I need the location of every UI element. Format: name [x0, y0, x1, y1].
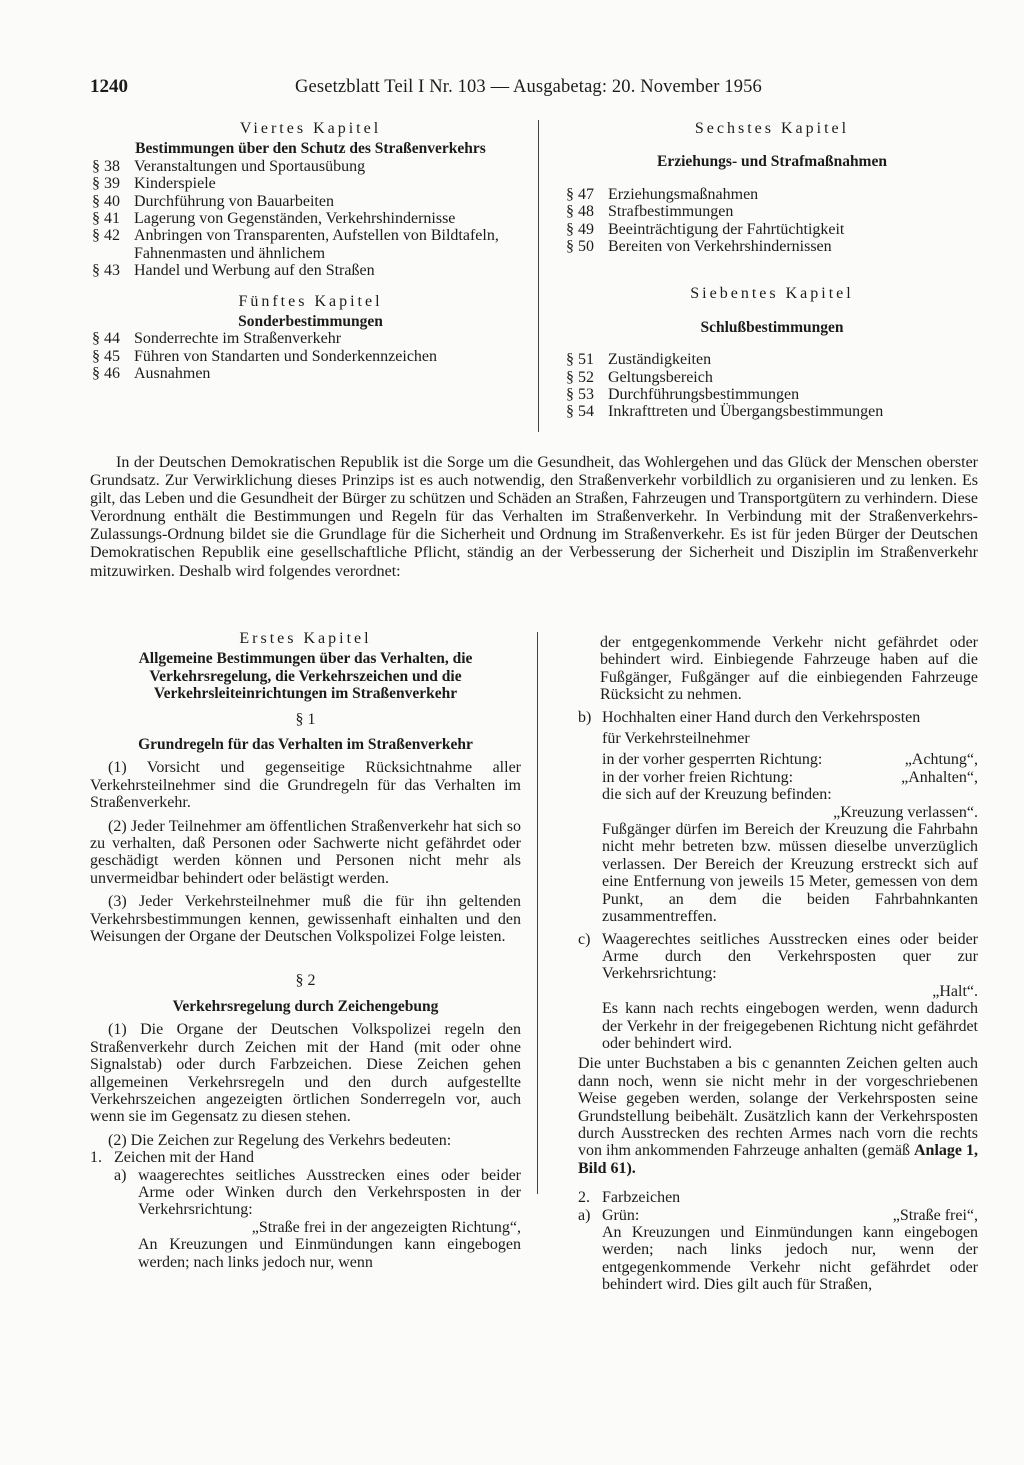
- toc-item: [92, 227, 529, 262]
- toc-item: [566, 186, 978, 203]
- chapter-title: Viertes Kapitel: [239, 120, 382, 137]
- target-group: für Verkehrsteilnehmer: [602, 730, 750, 748]
- signal-meaning: „Halt“.: [932, 982, 978, 1000]
- signal-condition: Grün:: [602, 1206, 640, 1224]
- toc-item: [566, 238, 978, 255]
- signal-meaning: „Straße frei in der angezeigten Richtung“,: [251, 1218, 521, 1236]
- toc-section-title: Veranstaltungen und Sportausübung: [134, 157, 366, 175]
- toc-item: [92, 193, 529, 210]
- signal-row: [602, 1207, 978, 1224]
- section-number: § 1: [295, 710, 316, 728]
- paragraph: der entgegenkommende Verkehr nicht gefährdet oder behindert wird. Einbiegende Fahrzeuge haben auf die Fußgänger, Fußgänger auf die einbiegenden Fahrzeuge Rücksicht zu nehmen.: [600, 634, 978, 704]
- preamble: In der Deutschen Demokratischen Republik ist die Sorge um die Gesundheit, das Wohlergehen und das Glück der Menschen oberster Grundsatz. Zur Verwirklichung dieses Prinzips ist es auch notwendig, den Straßenverkehr vorbildlich zu organisieren und zu lenken. Es gilt, das Leben und die Gesundheit der Bürger zu schützen und Schäden an Straßen, Fahrzeugen und Transportgütern zu verhindern. Diese Verordnung enthält die Bestimmungen und Regeln für das Verhalten im Straßenverkehr. In Verbindung mit der Straßenverkehrs-Zulassungs-Ordnung bildet sie die Grundlage für die Sicherheit und Ordnung im Straßenverkehr. Es ist für jeden Bürger der Deutschen Demokratischen Republik eine gesellschaftliche Pflicht, ständig an der Verbesserung der Sicherheit und Disziplin im Straßenverkehr mitzuwirken. Deshalb wird folgendes verordnet:: [90, 454, 978, 580]
- chapter-subtitle: Schlußbestimmungen: [700, 318, 844, 336]
- toc-item: [92, 365, 529, 382]
- toc-section-title: Führen von Standarten und Sonderkennzeichen: [134, 347, 438, 365]
- chapter-subtitle: Sonderbestimmungen: [238, 313, 383, 331]
- toc-section-number: § 44: [92, 330, 120, 348]
- annex-reference: Anlage 1, Bild 61).: [578, 1142, 978, 1177]
- toc-item: [566, 403, 978, 420]
- sub-item-text: Waagerechtes seitliches Ausstrecken eines oder beider Arme durch den Verkehrsposten quer zur Verkehrsrichtung:: [602, 930, 978, 983]
- chapter-title: Fünftes Kapitel: [238, 292, 383, 310]
- toc-list: [92, 158, 529, 280]
- toc-section-title: Bereiten von Verkehrshindernissen: [608, 238, 832, 256]
- signal-meaning: „Anhalten“,: [901, 768, 978, 786]
- toc-section-number: § 53: [566, 386, 594, 404]
- toc-item: [566, 203, 978, 220]
- toc-item: [92, 330, 529, 347]
- toc-section-number: § 52: [566, 368, 594, 386]
- list-marker: b): [578, 708, 592, 726]
- toc-section-title: Kinderspiele: [134, 175, 216, 193]
- sub-item-text: Hochhalten einer Hand durch den Verkehrsposten: [602, 708, 921, 726]
- section-title: Verkehrsregelung durch Zeichengebung: [172, 997, 439, 1015]
- signal-row: [602, 751, 978, 768]
- list-marker: 1.: [90, 1149, 102, 1167]
- body-right-column: [578, 634, 978, 1294]
- paragraph: Fußgänger dürfen im Bereich der Kreuzung die Fahrbahn nicht mehr betreten bzw. müssen dieselbe unverzüglich verlassen. Der Bereich der Kreuzung erstreckt sich auf eine Entfernung von jeweils 15 Meter, gemessen von dem Punkt, an dem die beiden Fahrbahnkanten zusammentreffen.: [602, 821, 978, 926]
- toc-section-number: § 42: [92, 227, 120, 245]
- signal-meaning: „Straße frei“,: [892, 1206, 978, 1224]
- toc-right-column: [566, 120, 978, 421]
- toc-section-number: § 38: [92, 157, 120, 175]
- toc-section-title: Ausnahmen: [134, 365, 211, 383]
- page-header: [90, 76, 980, 102]
- paragraph: An Kreuzungen und Einmündungen kann eingebogen werden; nach links jedoch nur, wenn der entgegenkommende Verkehr nicht gefährdet oder behindert wird. Dies gilt auch für Straßen,: [602, 1224, 978, 1294]
- list-marker: a): [578, 1206, 591, 1224]
- toc-list: [92, 330, 529, 382]
- toc-section-number: § 39: [92, 175, 120, 193]
- paragraph-text: Die unter Buchstaben a bis c genannten Zeichen gelten auch dann noch, wenn sie nicht mehr in der vorgeschriebenen Weise gegeben werden, solange der Verkehrsposten seine Grundstellung beibehält. Zusätzlich kann der Verkehrsposten durch Ausstrecken des rechten Armes nach vorn die rechts von ihm ankommenden Fahrzeuge anhalten (gemäß: [578, 1055, 978, 1160]
- chapter-title: Sechstes Kapitel: [694, 120, 850, 137]
- toc-section-number: § 48: [566, 203, 594, 221]
- body-left-column: [90, 630, 521, 1271]
- toc-item: [92, 210, 529, 227]
- paragraph: (1) Vorsicht und gegenseitige Rücksichtnahme aller Verkehrsteilnehmer sind die Grundregeln für das Verhalten im Straßenverkehr.: [90, 759, 521, 812]
- toc-section-number: § 43: [92, 262, 120, 280]
- page-number: 1240: [90, 76, 128, 97]
- continuation-block: [578, 634, 978, 704]
- toc-left-column: [92, 120, 529, 383]
- toc-section-number: § 49: [566, 220, 594, 238]
- chapter-title: Siebentes Kapitel: [690, 285, 854, 303]
- toc-section-title: Geltungsbereich: [608, 368, 713, 386]
- paragraph: (2) Jeder Teilnehmer am öffentlichen Straßenverkehr hat sich so zu verhalten, daß Personen oder Sachwerte nicht gefährdet oder geschädigt werden können und Personen nicht mehr als unvermeidbar behindert oder belästigt werden.: [90, 817, 521, 887]
- chapter-subtitle: Allgemeine Bestimmungen über das Verhalten, die Verkehrsregelung, die Verkehrszeichen und die Verkehrsleiteinrichtungen im Straßenverkehr: [138, 650, 473, 703]
- toc-item: [566, 386, 978, 403]
- section-title: Grundregeln für das Verhalten im Straßenverkehr: [138, 736, 473, 754]
- toc-section-title: Erziehungsmaßnahmen: [608, 185, 759, 203]
- section-number: § 2: [295, 971, 316, 989]
- list-marker: a): [114, 1166, 127, 1184]
- column-divider: [538, 120, 539, 432]
- signal-condition: in der vorher gesperrten Richtung:: [602, 751, 823, 769]
- toc-section-number: § 47: [566, 185, 594, 203]
- column-divider: [537, 632, 538, 1194]
- paragraph: An Kreuzungen und Einmündungen kann eingebogen werden; nach links jedoch nur, wenn: [138, 1236, 521, 1271]
- toc-section-title: Durchführung von Bauarbeiten: [134, 192, 334, 210]
- toc-section-title: Zuständigkeiten: [608, 351, 712, 369]
- list-item-text: Farbzeichen: [602, 1189, 681, 1207]
- sub-item: [578, 931, 978, 1053]
- toc-section-title: Beeinträchtigung der Fahrtüchtigkeit: [608, 220, 845, 238]
- paragraph: (2) Die Zeichen zur Regelung des Verkehrs bedeuten:: [108, 1131, 452, 1149]
- toc-list: [566, 351, 978, 421]
- running-head: Gesetzblatt Teil I Nr. 103 — Ausgabetag: 20. November 1956: [295, 77, 762, 97]
- toc-section-number: § 51: [566, 351, 594, 369]
- toc-section-title: Strafbestimmungen: [608, 203, 734, 221]
- chapter-title: Erstes Kapitel: [239, 630, 372, 647]
- toc-section-title: Handel und Werbung auf den Straßen: [134, 262, 375, 280]
- toc-section-title: Lagerung von Gegenständen, Verkehrshindernisse: [134, 210, 456, 228]
- chapter-subtitle: Bestimmungen über den Schutz des Straßenverkehrs: [135, 140, 486, 158]
- toc-section-number: § 54: [566, 403, 594, 421]
- list-item: [90, 1149, 521, 1271]
- toc-section-title: Sonderrechte im Straßenverkehr: [134, 330, 342, 348]
- paragraph: (1) Die Organe der Deutschen Volkspolizei regeln den Straßenverkehr durch Zeichen mit der Hand (mit oder ohne Signalstab) oder durch Farbzeichen. Diese Zeichen gehen allgemeinen Verkehrsregeln und den durch aufgestellte Verkehrszeichen angezeigten örtlichen Sonderregeln vor, auch wenn sie im Gegensatz zu diesen stehen.: [90, 1021, 521, 1126]
- toc-item: [92, 348, 529, 365]
- paragraph: [578, 1055, 978, 1177]
- sub-item: [578, 1207, 978, 1294]
- signal-meaning: „Achtung“,: [904, 751, 978, 769]
- toc-section-number: § 45: [92, 347, 120, 365]
- chapter-subtitle: Erziehungs- und Strafmaßnahmen: [657, 153, 887, 171]
- paragraph: (3) Jeder Verkehrsteilnehmer muß die für ihn geltenden Verkehrsbestimmungen kennen, gewissenhaft einhalten und den Weisungen der Organe der Deutschen Volkspolizei Folge leisten.: [90, 893, 521, 946]
- toc-section-number: § 50: [566, 238, 594, 256]
- toc-item: [92, 158, 529, 175]
- signal-condition: in der vorher freien Richtung:: [602, 768, 794, 786]
- signal-meaning: „Kreuzung verlassen“.: [833, 803, 978, 821]
- sub-item: [114, 1167, 521, 1271]
- toc-section-number: § 40: [92, 192, 120, 210]
- toc-item: [566, 369, 978, 386]
- list-item: [578, 1189, 978, 1206]
- toc-list: [566, 186, 978, 256]
- sub-item-text: waagerechtes seitliches Ausstrecken eines oder beider Arme oder Winken durch den Verkehrsposten in der Verkehrsrichtung:: [138, 1166, 521, 1219]
- signal-condition: die sich auf der Kreuzung befinden:: [602, 786, 832, 804]
- toc-item: [92, 175, 529, 192]
- toc-item: [566, 221, 978, 238]
- list-marker: c): [578, 930, 591, 948]
- signal-row: [602, 769, 978, 786]
- sub-item: [578, 709, 978, 926]
- toc-section-title: Durchführungsbestimmungen: [608, 386, 800, 404]
- toc-section-title: Anbringen von Transparenten, Aufstellen von Bildtafeln, Fahnenmasten und ähnlichem: [134, 227, 499, 262]
- list-item-text: Zeichen mit der Hand: [114, 1149, 254, 1167]
- toc-section-title: Inkrafttreten und Übergangsbestimmungen: [608, 403, 884, 421]
- paragraph: Es kann nach rechts eingebogen werden, wenn dadurch der Verkehr in der freigegebenen Richtung nicht gefährdet oder behindert wird.: [602, 1000, 978, 1052]
- toc-item: [92, 262, 529, 279]
- list-marker: 2.: [578, 1189, 590, 1207]
- toc-section-number: § 46: [92, 365, 120, 383]
- toc-item: [566, 351, 978, 368]
- toc-section-number: § 41: [92, 210, 120, 228]
